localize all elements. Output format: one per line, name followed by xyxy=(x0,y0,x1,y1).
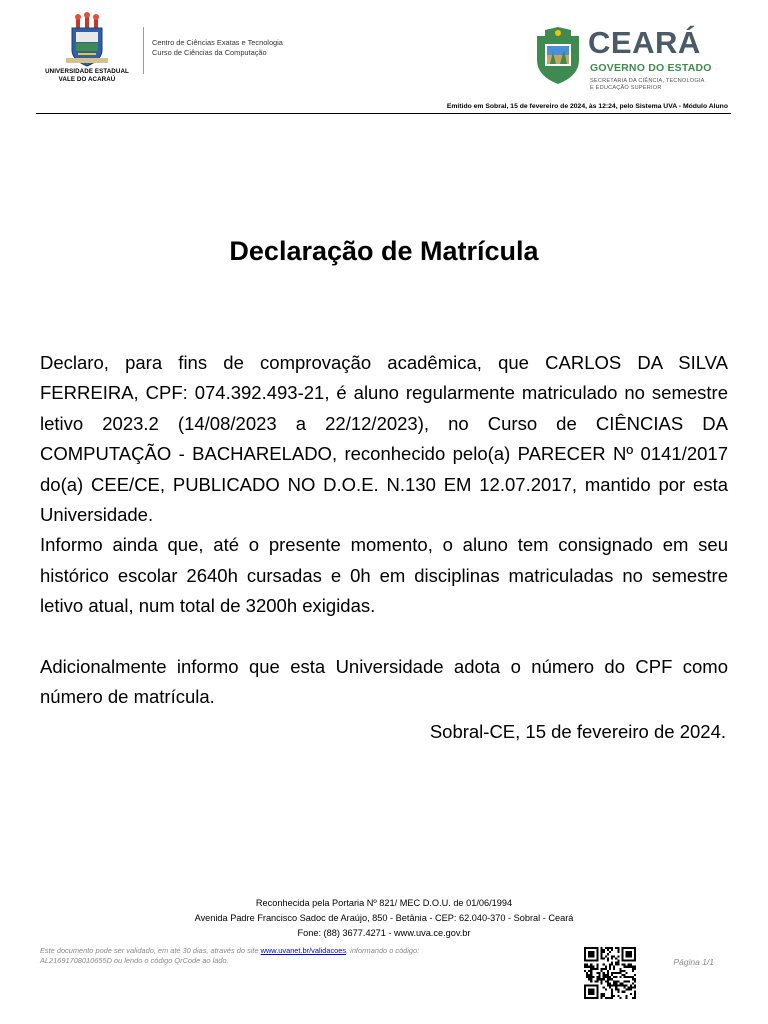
institution-footer xyxy=(0,896,768,942)
gov-subtitle: GOVERNO DO ESTADO xyxy=(590,62,712,74)
university-logo xyxy=(42,12,132,84)
issued-line: Emitido em Sobral, 15 de fevereiro de 2024, às 12:24, pelo Sistema UVA - Módulo Aluno xyxy=(446,103,728,110)
validation-link[interactable]: www.uvanet.br/validacoes xyxy=(260,946,347,955)
place-date: Sobral-CE, 15 de fevereiro de 2024. xyxy=(429,721,726,742)
footer-line-address: Avenida Padre Francisco Sadoc de Araújo, 850 - Betânia - CEP: 62.040-370 - Sobral - Ceará xyxy=(194,913,574,924)
university-name-line-1: UNIVERSIDADE ESTADUAL xyxy=(45,68,129,75)
validation-notice xyxy=(40,946,540,966)
department-block xyxy=(152,38,283,58)
center-name: Centro de Ciências Exatas e Tecnologia xyxy=(152,38,283,47)
secretaria-line-2: E EDUCAÇÃO SUPERIOR xyxy=(590,85,662,91)
document-title: Declaração de Matrícula xyxy=(229,236,539,266)
hours-paragraph: Informo ainda que, até o presente momento, o aluno tem consignado em seu histórico escolar 2640h cursadas e 0h em disciplinas matriculadas no semestre letivo atual, num total de 3200h exigidas. xyxy=(40,534,728,617)
declaration-body xyxy=(40,348,728,713)
course-name: Curso de Ciências da Computação xyxy=(152,48,267,57)
page-number: Página 1/1 xyxy=(673,957,714,967)
header-divider xyxy=(143,27,144,74)
qrcode-icon xyxy=(584,947,636,999)
validation-suffix: , informando o código: xyxy=(346,946,420,955)
validation-prefix: Este documento pode ser validado, em até 30 dias, através do site xyxy=(40,946,261,955)
university-crest-icon xyxy=(52,12,122,68)
gov-wordmark: CEARÁ xyxy=(588,25,701,60)
declaration-paragraph: Declaro, para fins de comprovação acadêmica, que CARLOS DA SILVA FERREIRA, CPF: 074.392.493-21, é aluno regularmente matriculado no semestre letivo 2023.2 (14/08/2023 a 22/12/2023), no Curso de CIÊNCIAS DA COMPUTAÇÃO - BACHARELADO, reconhecido pelo(a) PARECER Nº 0141/2017 do(a) CEE/CE, PUBLICADO NO D.O.E. N.130 EM 12.07.2017, mantido por esta Universidade. xyxy=(40,352,728,526)
cpf-paragraph: Adicionalmente informo que esta Universidade adota o número do CPF como número de matrícula. xyxy=(40,656,728,708)
secretaria-name xyxy=(590,78,705,92)
header-rule xyxy=(36,113,731,114)
footer-line-contact: Fone: (88) 3677.4271 - www.uva.ce.gov.br xyxy=(297,928,471,939)
university-name-line-2: VALE DO ACARAÚ xyxy=(58,76,116,83)
validation-code: AL21691708010655D ou lendo o código QrCode ao lado. xyxy=(40,956,229,965)
secretaria-line-1: SECRETARIA DA CIÊNCIA, TECNOLOGIA xyxy=(590,78,705,84)
footer-line-recognition: Reconhecida pela Portaria Nº 821/ MEC D.O.U. de 01/06/1994 xyxy=(255,898,513,908)
